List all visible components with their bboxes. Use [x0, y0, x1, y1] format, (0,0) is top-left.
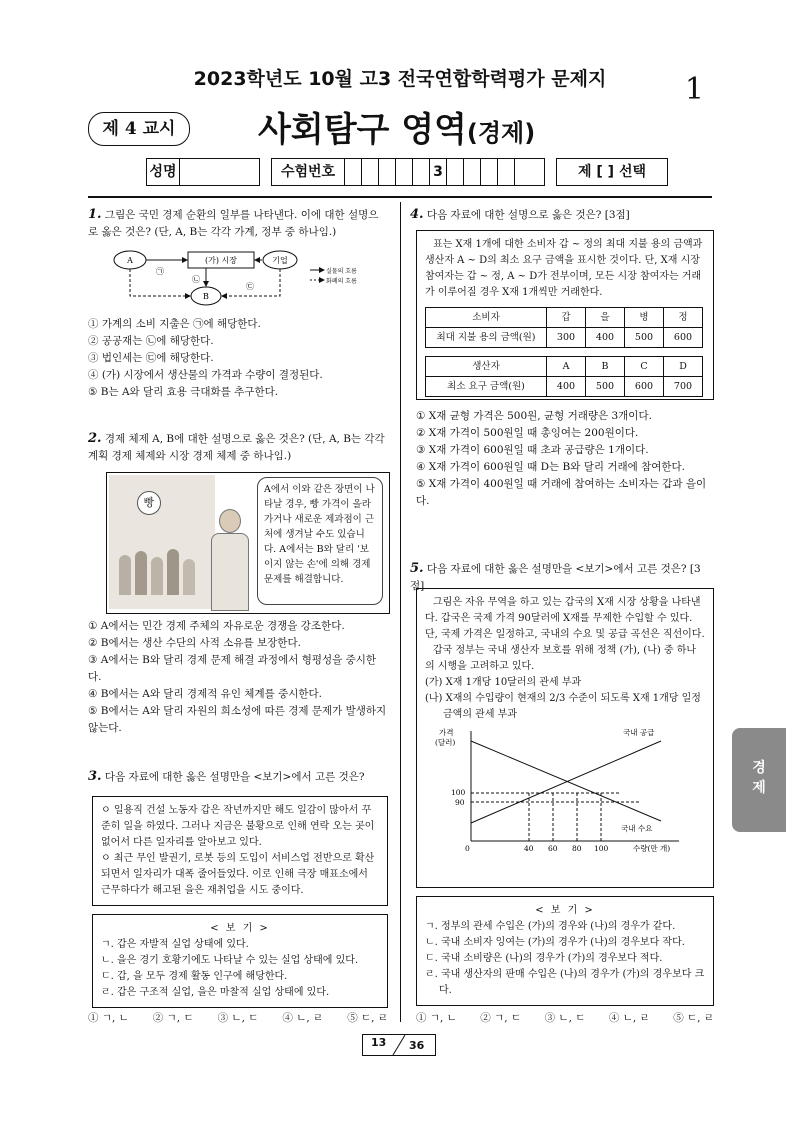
x-axis-label: 수량(만 개) [633, 844, 671, 853]
q2-number: 2. [88, 431, 102, 446]
tick-origin: 0 [465, 844, 470, 853]
q5-bogi-item: ㄴ. 국내 소비자 잉여는 (가)의 경우가 (나)의 경우보다 작다. [425, 937, 685, 948]
q4-choice[interactable]: ④ X재 가격이 600원일 때 D는 B와 달리 거래에 참여한다. [416, 461, 686, 473]
q5-text: 다음 자료에 대한 옳은 설명만을 <보기>에서 고른 것은? [3점] [410, 563, 701, 592]
q4-number: 4. [410, 207, 424, 222]
q3-answer[interactable]: ③ ㄴ, ㄷ [217, 1012, 259, 1024]
node-a-label: A [127, 256, 133, 265]
q1-stem [88, 206, 388, 241]
table-cell: 700 [664, 377, 703, 397]
q5-answer[interactable]: ① ㄱ, ㄴ [416, 1012, 457, 1024]
q3-bogi-title: < 보 기 > [210, 923, 270, 934]
consumer-table [425, 307, 703, 348]
tick-x-100: 100 [594, 844, 609, 853]
q4-choice[interactable]: ⑤ X재 가격이 400원일 때 거래에 참여하는 소비자는 갑과 을이다. [416, 478, 707, 507]
q5-box-p2: 갑국 정부는 국내 생산자 보호를 위해 정책 (가), (나) 중 하나의 시행을 고려하고 있다. [425, 645, 697, 672]
exam-no-cell[interactable] [447, 159, 464, 185]
table-header: A [547, 357, 586, 377]
column-divider [400, 202, 401, 1022]
exam-no-cell[interactable] [362, 159, 379, 185]
table-cell: 400 [586, 328, 625, 348]
q5-supply-demand-chart [429, 723, 689, 853]
y-axis-label: 가격 [439, 728, 454, 737]
q5-answers [416, 1010, 714, 1027]
q3-bogi-item: ㄱ. 갑은 자발적 실업 상태에 있다. [101, 939, 249, 950]
q2-choice[interactable]: ④ B에서는 A와 달리 경제적 유인 체계를 중시한다. [88, 688, 322, 700]
tick-x-60: 60 [548, 844, 558, 853]
q1-number: 1. [88, 207, 102, 222]
table-header: 정 [664, 308, 703, 328]
table-cell: 300 [547, 328, 586, 348]
table-header: 소비자 [426, 308, 547, 328]
q5-bogi-title: < 보 기 > [535, 905, 595, 916]
q5-bogi-item: ㄷ. 국내 소비량은 (나)의 경우가 (가)의 경우보다 적다. [425, 953, 663, 964]
exam-no-cell[interactable] [498, 159, 515, 185]
q3-bogi-item: ㄷ. 갑, 을 모두 경제 활동 인구에 해당한다. [101, 971, 288, 982]
name-box [146, 158, 260, 186]
q1-choice[interactable]: ③ 법인세는 ㉢에 해당한다. [88, 352, 214, 364]
q5-bogi-box [416, 896, 714, 1006]
demand-label: 국내 수요 [621, 824, 653, 833]
q5-policy-a: (가) X재 1개당 10달러의 관세 부과 [425, 677, 582, 688]
table-header: C [625, 357, 664, 377]
bakery-scene [109, 475, 215, 609]
label-c2: ㉡ [192, 275, 200, 284]
q5-answer[interactable]: ② ㄱ, ㄷ [480, 1012, 522, 1024]
table-header: 을 [586, 308, 625, 328]
q5-bogi-item: ㄱ. 정부의 관세 수입은 (가)의 경우와 (나)의 경우가 같다. [425, 921, 676, 932]
q4-box-text: 표는 X재 1개에 대한 소비자 갑 ~ 정의 최대 지불 용의 금액과 생산자 A ~ D의 최소 요구 금액을 표시한 것이다. 단, X재 시장 참여자는 갑 ~ 정, A ~ D가 전부이며, 모든 시장 참여자는 거래가 이루어질 경우 X재 1개씩만 거래한다. [425, 239, 703, 298]
q1-choice[interactable]: ② 공공재는 ㉡에 해당한다. [88, 335, 214, 347]
q2-choice[interactable]: ① A에서는 민간 경제 주체의 자유로운 경쟁을 강조한다. [88, 620, 345, 632]
teacher-figure [205, 509, 255, 613]
q5-bogi-item: ㄹ. 국내 생산자의 판매 수입은 (나)의 경우가 (가)의 경우보다 크다. [425, 969, 705, 996]
q3-answer[interactable]: ② ㄱ, ㄷ [152, 1012, 194, 1024]
total-pages: 36 [409, 1039, 425, 1052]
name-label: 성명 [147, 159, 180, 185]
q2-choice[interactable]: ③ A에서는 B와 달리 경제 문제 해결 과정에서 형평성을 중시한다. [88, 654, 377, 683]
table-header: 생산자 [426, 357, 547, 377]
exam-no-cell[interactable] [379, 159, 396, 185]
tick-y-100: 100 [451, 788, 466, 797]
tick-x-80: 80 [572, 844, 582, 853]
legend-money: 화폐의 흐름 [326, 278, 357, 285]
node-market-label: (가) 시장 [205, 256, 237, 265]
q4-data-box [416, 230, 714, 400]
node-b-label: B [203, 292, 209, 301]
q4-text: 다음 자료에 대한 설명으로 옳은 것은? [3점] [426, 209, 630, 221]
subject-paren: (경제) [466, 119, 536, 147]
q5-data-box [416, 588, 714, 888]
exam-no-cell[interactable] [345, 159, 362, 185]
session-label: 제 4 교시 [88, 112, 190, 146]
tick-x-40: 40 [524, 844, 534, 853]
table-header: B [586, 357, 625, 377]
q3-bogi-box [92, 914, 388, 1008]
table-cell: 600 [625, 377, 664, 397]
q5-policy-b: (나) X재의 수입량이 현재의 2/3 수준이 되도록 X재 1개당 일정 금액의 관세 부과 [425, 693, 701, 720]
current-page: 13 [371, 1036, 387, 1049]
q4-choice[interactable]: ③ X재 가격이 600원일 때 초과 공급량은 1개이다. [416, 444, 649, 456]
exam-no-cell[interactable] [396, 159, 413, 185]
queue-people [119, 545, 205, 597]
node-firm-label: 기업 [272, 256, 288, 265]
exam-no-fixed-digit: 3 [430, 159, 447, 185]
q3-item: ㅇ 일용직 건설 노동자 갑은 작년까지만 해도 일감이 많아서 꾸준히 일을 하였다. 그러나 지금은 불황으로 인해 연락 오는 곳이 없어서 다른 일자리를 알아보고 있다. [101, 805, 375, 848]
q1-choice[interactable]: ⑤ B는 A와 달리 효용 극대화를 추구한다. [88, 386, 279, 398]
select-label: 제 [ ] 선택 [578, 164, 646, 180]
label-c3: ㉢ [246, 282, 254, 291]
table-header: 병 [625, 308, 664, 328]
exam-no-cell[interactable] [481, 159, 498, 185]
table-cell: 500 [625, 328, 664, 348]
q3-answers [88, 1010, 388, 1027]
exam-no-label: 수험번호 [272, 159, 345, 185]
q2-choices [88, 618, 388, 737]
table-row-label: 최소 요구 금액(원) [426, 377, 547, 397]
q4-choice[interactable]: ② X재 가격이 500원일 때 총잉여는 200원이다. [416, 427, 639, 439]
q3-answer[interactable]: ⑤ ㄷ, ㄹ [347, 1012, 388, 1024]
table-header: 갑 [547, 308, 586, 328]
tick-y-90: 90 [455, 798, 465, 807]
legend-real: 실물의 흐름 [326, 268, 357, 275]
q3-answer[interactable]: ④ ㄴ, ㄹ [282, 1012, 324, 1024]
q1-choice[interactable]: ① 가계의 소비 지출은 ㉠에 해당한다. [88, 318, 261, 330]
q3-bogi-item: ㄴ. 을은 경기 호황기에도 나타날 수 있는 실업 상태에 있다. [101, 955, 359, 966]
label-c1: ㉠ [156, 267, 164, 276]
exam-no-cell[interactable] [464, 159, 481, 185]
q2-stem [88, 430, 388, 465]
q5-answer[interactable]: ⑤ ㄷ, ㄹ [673, 1012, 714, 1024]
subject-side-tab: 경 제 [732, 728, 786, 832]
table-row-label: 최대 지불 용의 금액(원) [426, 328, 547, 348]
page-counter [362, 1034, 436, 1056]
q2-choice[interactable]: ⑤ B에서는 A와 달리 자원의 희소성에 따른 경제 문제가 발생하지 않는다. [88, 705, 387, 734]
q3-answer[interactable]: ① ㄱ, ㄴ [88, 1012, 129, 1024]
name-field[interactable] [180, 159, 258, 185]
q1-text: 그림은 국민 경제 순환의 일부를 나타낸다. 이에 대한 설명으로 옳은 것은? (단, A, B는 각각 가계, 정부 중 하나임.) [88, 209, 379, 238]
q5-box-p1: 그림은 자유 무역을 하고 있는 갑국의 X재 시장 상황을 나타낸다. 갑국은 국제 가격 90달러에 X재를 무제한 수입할 수 있다. 단, 국제 가격은 일정하고, 국내의 수요 및 공급 곡선은 직선이다. [425, 597, 705, 640]
bakery-sign: 빵 [137, 491, 161, 515]
table-header: D [664, 357, 703, 377]
q4-choices [416, 408, 716, 510]
table-cell: 600 [664, 328, 703, 348]
q2-illustration [106, 472, 390, 614]
page-number: 1 [684, 72, 704, 107]
table-cell: 500 [586, 377, 625, 397]
q2-choice[interactable]: ② B에서는 생산 수단의 사적 소유를 보장한다. [88, 637, 301, 649]
q3-data-box [92, 796, 388, 906]
q5-answer[interactable]: ④ ㄴ, ㄹ [608, 1012, 650, 1024]
q2-text: 경제 체제 A, B에 대한 설명으로 옳은 것은? (단, A, B는 각각 계획 경제 체제와 시장 경제 체제 중 하나임.) [88, 433, 385, 462]
select-box [556, 158, 668, 186]
table-cell: 400 [547, 377, 586, 397]
header-rule [88, 196, 712, 198]
subject-title [258, 102, 535, 151]
supply-label: 국내 공급 [623, 728, 655, 737]
q1-choice[interactable]: ④ (가) 시장에서 생산물의 가격과 수량이 결정된다. [88, 369, 323, 381]
q3-item: ㅇ 최근 무인 발권기, 로봇 등의 도입이 서비스업 전반으로 확산되면서 일자리가 대폭 줄어들었다. 이로 인해 극장 매표소에서 근무하다가 해고된 을은 재취업을 시도 중이다. [101, 853, 375, 896]
q3-number: 3. [88, 769, 102, 784]
q4-choice[interactable]: ① X재 균형 가격은 500원, 균형 거래량은 3개이다. [416, 410, 652, 422]
q4-stem [410, 206, 714, 224]
exam-no-cell[interactable] [413, 159, 430, 185]
q3-bogi-item: ㄹ. 갑은 구조적 실업, 을은 마찰적 실업 상태에 있다. [101, 987, 330, 998]
q5-number: 5. [410, 561, 424, 576]
q1-choices [88, 316, 388, 401]
q1-circular-flow-diagram [112, 246, 372, 308]
q3-stem [88, 768, 388, 786]
exam-no-cell[interactable] [515, 159, 531, 185]
producer-table [425, 356, 703, 397]
exam-title: 2023학년도 10월 고3 전국연합학력평가 문제지 [193, 68, 607, 90]
y-axis-unit: (달러) [435, 738, 456, 747]
subject-name: 사회탐구 영역 [258, 110, 467, 150]
q5-answer[interactable]: ③ ㄴ, ㄷ [544, 1012, 586, 1024]
q3-text: 다음 자료에 대한 옳은 설명만을 <보기>에서 고른 것은? [104, 771, 365, 783]
exam-no-box [271, 158, 545, 186]
speech-bubble: A에서 이와 같은 장면이 나타날 경우, 빵 가격이 올라가거나 새로운 제과점이 근처에 생겨날 수도 있습니다. A에서는 B와 달리 '보이지 않는 손'에 의해 경제 문제를 해결합니다. [257, 477, 383, 605]
